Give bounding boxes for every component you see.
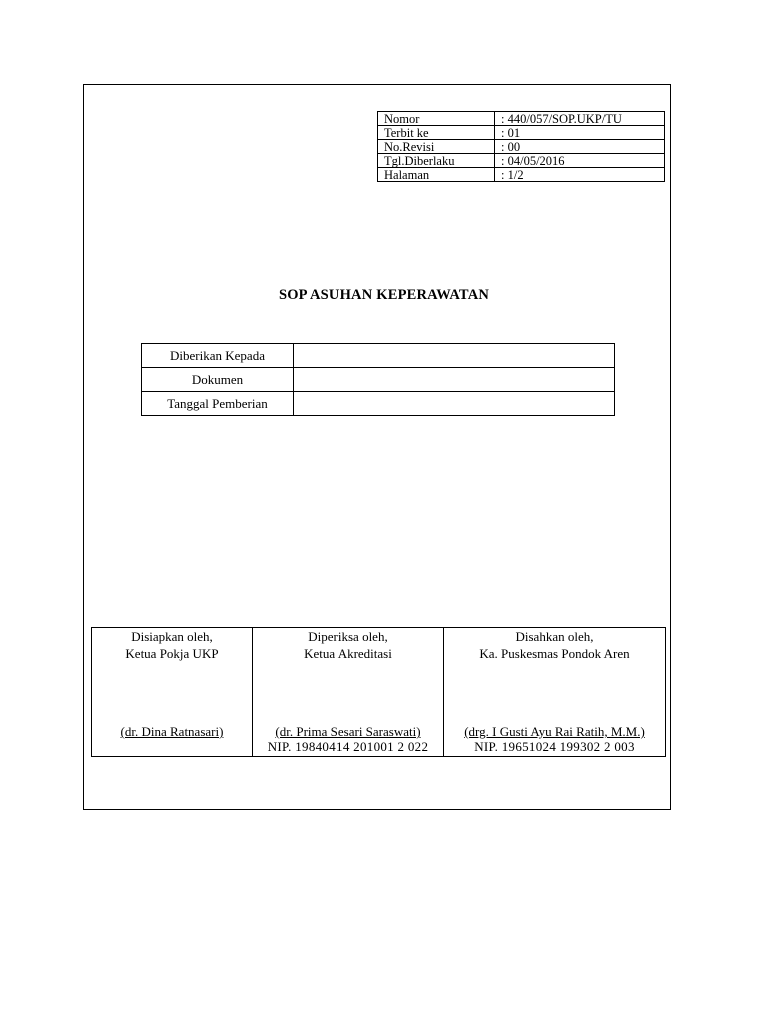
- document-title: SOP ASUHAN KEPERAWATAN: [278, 287, 490, 303]
- meta-label: No.Revisi: [378, 140, 495, 154]
- distribution-label: Tanggal Pemberian: [142, 392, 294, 416]
- distribution-table: [141, 343, 615, 416]
- signature-name: (dr. Dina Ratnasari): [120, 724, 224, 739]
- distribution-label: Dokumen: [142, 368, 294, 392]
- signature-action: Disiapkan oleh,: [131, 629, 213, 644]
- signature-name: (dr. Prima Sesari Saraswati): [275, 724, 421, 739]
- signature-nip: NIP. 19651024 199302 2 003: [474, 739, 635, 754]
- meta-value: : 1/2: [495, 168, 665, 182]
- document-meta-table: [377, 111, 665, 182]
- signature-action: Disahkan oleh,: [515, 629, 594, 644]
- meta-row-halaman: [378, 168, 665, 182]
- distribution-row: [142, 344, 615, 368]
- meta-label: Tgl.Diberlaku: [378, 154, 495, 168]
- signature-name: (drg. I Gusti Ayu Rai Ratih, M.M.): [464, 724, 645, 739]
- signature-role: Ketua Akreditasi: [304, 646, 392, 661]
- distribution-label: Diberikan Kepada: [142, 344, 294, 368]
- meta-label: Terbit ke: [378, 126, 495, 140]
- meta-label: Nomor: [378, 112, 495, 126]
- meta-row-nomor: [378, 112, 665, 126]
- signature-table: [91, 627, 666, 757]
- meta-value: : 00: [495, 140, 665, 154]
- distribution-value: [294, 368, 615, 392]
- signature-role: Ketua Pokja UKP: [125, 646, 219, 661]
- signature-nip: [92, 739, 252, 754]
- meta-value: : 04/05/2016: [495, 154, 665, 168]
- distribution-value: [294, 392, 615, 416]
- signature-action: Diperiksa oleh,: [308, 629, 388, 644]
- signature-nip: NIP. 19840414 201001 2 022: [267, 739, 429, 754]
- meta-label: Halaman: [378, 168, 495, 182]
- distribution-row: [142, 368, 615, 392]
- distribution-value: [294, 344, 615, 368]
- meta-value: : 440/057/SOP.UKP/TU: [495, 112, 665, 126]
- signature-approved-by: [444, 628, 666, 757]
- meta-row-terbit: [378, 126, 665, 140]
- signature-prepared-by: [92, 628, 253, 757]
- meta-value: : 01: [495, 126, 665, 140]
- signature-checked-by: [253, 628, 444, 757]
- distribution-row: [142, 392, 615, 416]
- meta-row-revisi: [378, 140, 665, 154]
- signature-role: Ka. Puskesmas Pondok Aren: [479, 646, 630, 661]
- meta-row-tgl: [378, 154, 665, 168]
